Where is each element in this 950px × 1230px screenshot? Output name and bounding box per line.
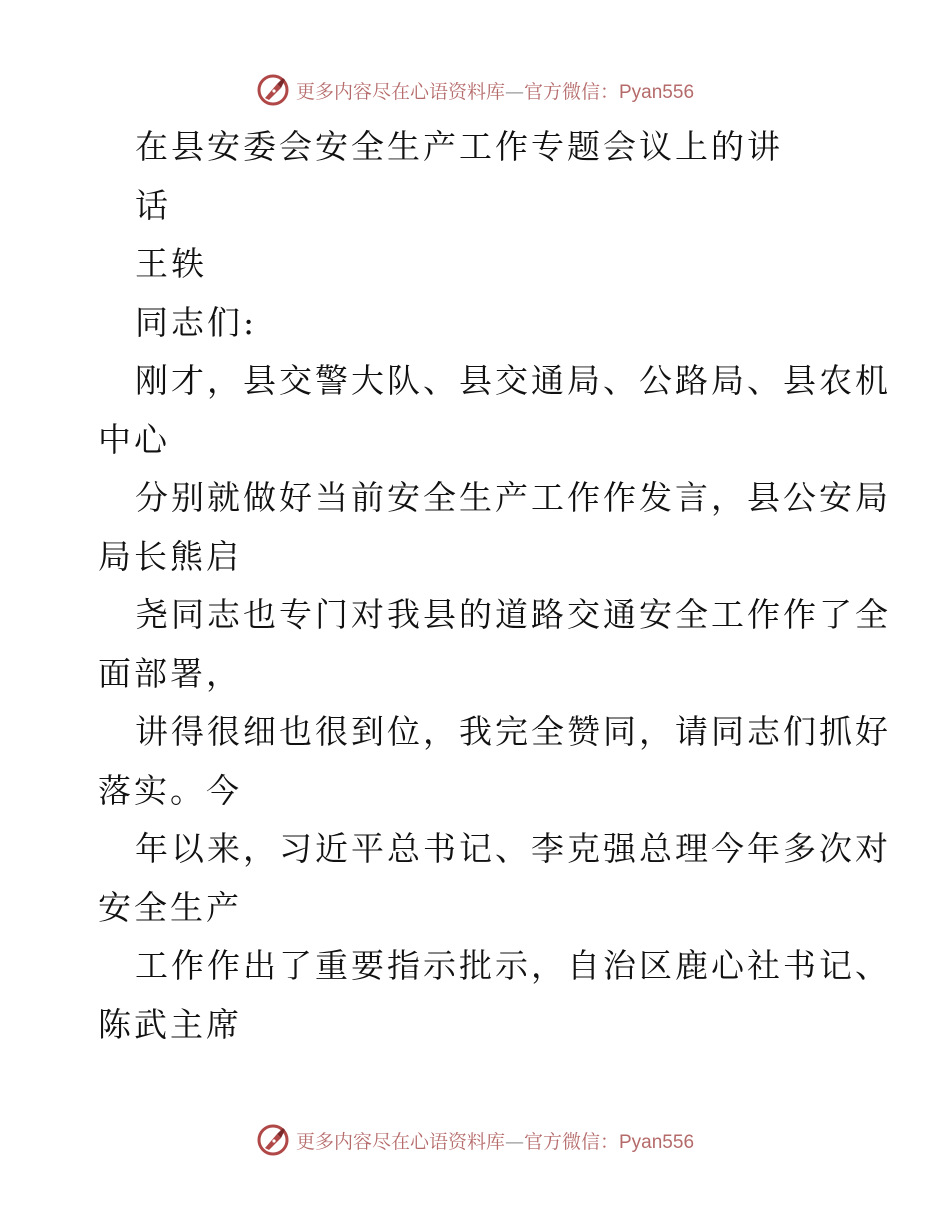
banner-text [296,1127,694,1154]
banner-site-text: 更多内容尽在心语资料库 [295,1130,505,1153]
body-line: 陈武主席 [98,1004,242,1044]
banner-wechat-id: Pyan556 [619,1131,695,1153]
body-line: 讲得很细也很到位，我完全赞同，请同志们抓好 [135,712,891,751]
body-line: 年以来，习近平总书记、李克强总理今年多次对 [135,829,891,868]
pen-nib-logo-icon [256,73,290,107]
body-line: 面部署， [98,653,242,693]
body-line: 中心 [98,419,170,459]
body-line: 分别就做好当前安全生产工作作发言，县公安局 [135,478,891,517]
title-line-1: 在县安委会安全生产工作专题会议上的讲 [135,127,783,166]
banner-wechat-label: 官方微信： [523,80,619,103]
header-banner [0,70,950,110]
body-line: 局长熊启 [98,536,242,576]
document-body [98,118,891,1054]
footer-banner [0,1120,950,1160]
banner-text [296,77,694,104]
pen-nib-logo-icon [256,1123,290,1157]
salutation: 同志们: [135,302,258,342]
banner-wechat-id: Pyan556 [619,81,695,103]
banner-wechat-label: 官方微信： [523,1130,619,1153]
body-line: 刚才，县交警大队、县交通局、公路局、县农机 [135,361,891,400]
banner-separator: — [504,1130,524,1153]
body-line: 落实。今 [98,770,242,810]
title-line-2: 话 [135,185,171,225]
author-name: 王轶 [135,244,207,283]
banner-separator: — [504,80,524,103]
banner-site-text: 更多内容尽在心语资料库 [295,80,505,103]
body-line: 安全生产 [98,887,242,927]
body-line: 工作作出了重要指示批示，自治区鹿心社书记、 [135,946,891,985]
body-line: 尧同志也专门对我县的道路交通安全工作作了全 [135,595,891,634]
